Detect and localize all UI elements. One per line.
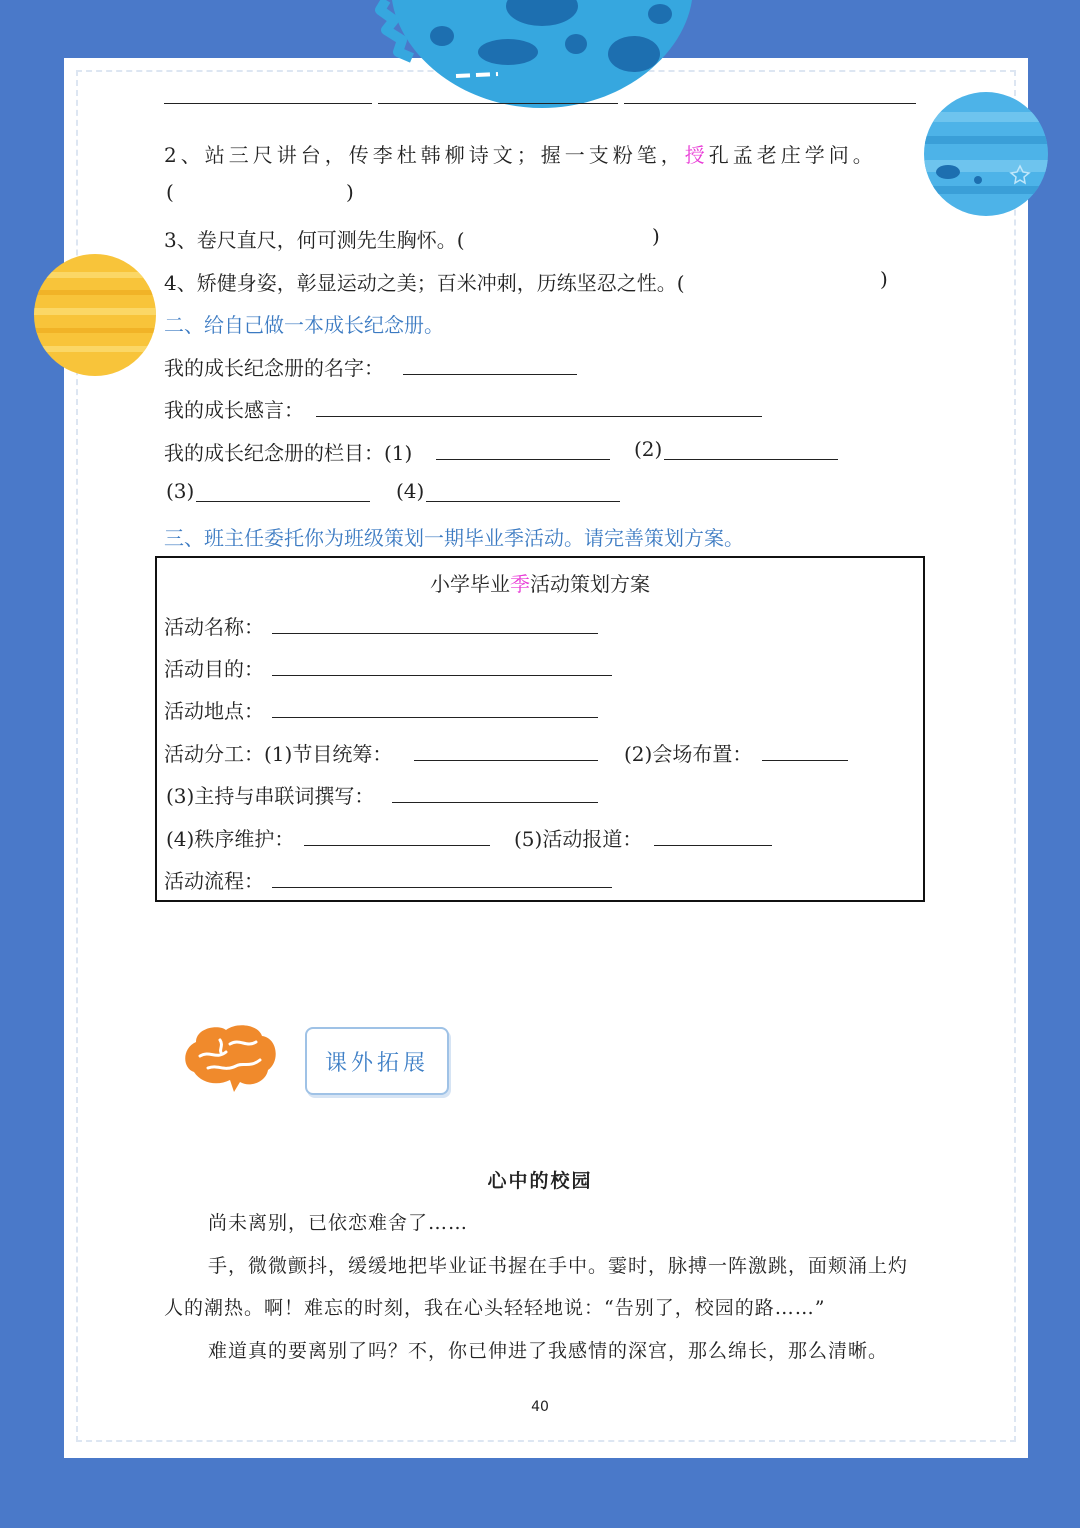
question-3: 3、卷尺直尺，何可测先生胸怀。( xyxy=(164,228,465,252)
program-line[interactable] xyxy=(414,760,598,761)
venue-label: (2)会场布置： xyxy=(624,742,753,766)
activity-name-line[interactable] xyxy=(272,633,598,634)
host-line[interactable] xyxy=(392,802,598,803)
plan-title-b: 活动策划方案 xyxy=(530,572,650,596)
column-4-label: (4) xyxy=(396,479,425,503)
page-number: 40 xyxy=(531,1399,549,1415)
activity-purpose-line[interactable] xyxy=(272,675,612,676)
activity-place-line[interactable] xyxy=(272,717,598,718)
report-label: (5)活动报道： xyxy=(514,827,643,851)
column-1-line[interactable] xyxy=(436,459,610,460)
activity-process-line[interactable] xyxy=(272,887,612,888)
answer-line-1b[interactable] xyxy=(378,103,618,104)
album-name-label: 我的成长纪念册的名字： xyxy=(164,356,384,380)
activity-name-label: 活动名称： xyxy=(164,615,264,639)
plan-title-a: 小学毕业 xyxy=(430,572,510,596)
section-2-title: 二、给自己做一本成长纪念册。 xyxy=(164,313,444,337)
question-4: 4、矫健身姿，彰显运动之美；百米冲刺，历练坚忍之性。( xyxy=(164,271,685,295)
section-3-title: 三、班主任委托你为班级策划一期毕业季活动。请完善策划方案。 xyxy=(164,526,744,550)
brain-icon xyxy=(180,1022,280,1094)
blue-striped-planet-icon xyxy=(922,90,1050,218)
question-3-close: ) xyxy=(652,224,660,248)
column-3-line[interactable] xyxy=(196,501,370,502)
question-2 xyxy=(164,139,877,168)
essay-title: 心中的校园 xyxy=(487,1170,593,1192)
answer-line-1a[interactable] xyxy=(164,103,372,104)
highlight-char: 授 xyxy=(684,143,709,167)
plan-title xyxy=(0,568,1080,597)
venue-line[interactable] xyxy=(762,760,848,761)
answer-line-1c[interactable] xyxy=(624,103,916,104)
essay-paragraph-1: 尚未离别，已依恋难舍了…… xyxy=(208,1212,469,1234)
answer-paren-close: ) xyxy=(346,180,354,204)
answer-paren-open: ( xyxy=(166,180,174,204)
column-4-line[interactable] xyxy=(426,501,620,502)
essay-paragraph-3: 难道真的要离别了吗？不，你已伸进了我感情的深宫，那么绵长，那么清晰。 xyxy=(208,1340,889,1362)
activity-division-label: 活动分工：(1)节目统筹： xyxy=(164,742,393,766)
column-2-line[interactable] xyxy=(664,459,838,460)
columns-label: 我的成长纪念册的栏目：(1) xyxy=(164,441,413,465)
feeling-line[interactable] xyxy=(316,416,762,417)
extension-badge: 课外拓展 xyxy=(305,1027,449,1095)
feeling-label: 我的成长感言： xyxy=(164,398,304,422)
report-line[interactable] xyxy=(654,845,772,846)
essay-paragraph-2a: 手，微微颤抖，缓缓地把毕业证书握在手中。霎时，脉搏一阵激跳，面颊涌上灼 xyxy=(208,1255,909,1277)
activity-process-label: 活动流程： xyxy=(164,869,264,893)
plan-title-highlight: 季 xyxy=(510,572,530,596)
activity-purpose-label: 活动目的： xyxy=(164,657,264,681)
essay-paragraph-2b: 人的潮热。啊！难忘的时刻，我在心头轻轻地说：“告别了，校园的路……” xyxy=(164,1297,826,1319)
order-line[interactable] xyxy=(304,845,490,846)
question-4-close: ) xyxy=(880,267,888,291)
host-label: (3)主持与串联词撰写： xyxy=(166,784,375,808)
column-3-label: (3) xyxy=(166,479,195,503)
order-label: (4)秩序维护： xyxy=(166,827,295,851)
column-2-label: (2) xyxy=(634,437,663,461)
question-2-rest: 孔孟老庄学问。 xyxy=(708,143,877,167)
yellow-planet-icon xyxy=(32,252,158,378)
question-2-text: 2、站三尺讲台，传李杜韩柳诗文；握一支粉笔， xyxy=(164,143,685,167)
album-name-line[interactable] xyxy=(403,374,577,375)
activity-place-label: 活动地点： xyxy=(164,699,264,723)
blue-crater-planet-icon xyxy=(372,0,712,112)
